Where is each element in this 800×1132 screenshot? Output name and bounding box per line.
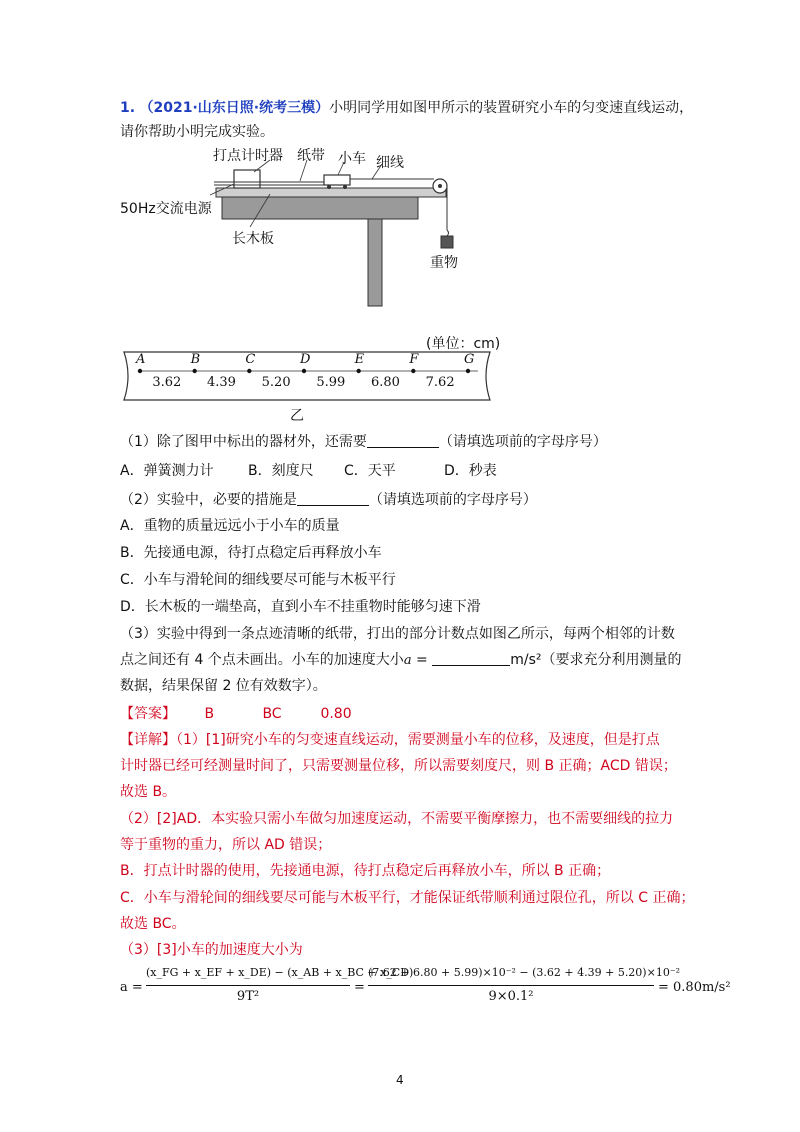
tape-point-dot [466,369,470,373]
formula-den1: 9T² [236,989,260,1004]
part3-unit: m/s² [510,652,542,668]
label-cart: 小车 [338,151,366,167]
part1-options [120,461,497,481]
label-power: 50Hz交流电源 [120,201,212,217]
formula-den2: 9×0.1² [488,989,534,1004]
question-heading [120,98,693,118]
part3-line2 [120,650,681,671]
part2-option-c: C．小车与滑轮间的细线要尽可能与木板平行 [120,572,396,588]
part1-hint: （请填选项前的字母序号） [438,434,607,450]
formula-num1: (x_FG + x_EF + x_DE) − (x_AB + x_BC + x_CD) [146,966,414,979]
part1-text: （1）除了图甲中标出的器材外，还需要 [120,434,367,450]
tape-segment-value: 6.80 [371,375,400,390]
formula-result: = 0.80m/s² [658,980,731,995]
part2-text: （2）实验中，必要的措施是 [120,492,297,508]
part3-line1: （3）实验中得到一条点迹清晰的纸带，打出的部分计数点如图乙所示，每两个相邻的计数 [120,626,675,642]
part2-hint: （请填选项前的字母序号） [368,492,537,508]
tape-unit: (单位：cm) [426,336,501,352]
answer-2: BC [262,706,282,722]
label-board: 长木板 [232,231,274,247]
explanation-line-4: （2）[2]AD．本实验只需小车做匀加速度运动，不需要平衡摩擦力，也不需要细线的拉力 [120,811,674,827]
tape-segment-value: 7.62 [425,375,455,390]
apparatus-figure [110,142,490,332]
label-string: 细线 [376,155,404,171]
table-top [222,197,418,219]
explanation-line-8: 故选 BC。 [120,916,186,932]
explanation-line-1 [120,730,660,750]
explanation-text-0: （1）[1]研究小车的匀变速直线运动，需要测量小车的位移，及速度，但是打点 [176,732,660,748]
part1-option-d: D．秒表 [444,463,497,479]
explanation-label: 【详解】 [120,732,176,748]
tape-point-dot [302,369,306,373]
tape-point-dot [356,369,360,373]
explanation-line-3: 故选 B。 [120,784,177,800]
weight-block [441,236,453,248]
tape-point-dot [411,369,415,373]
answer-line [120,704,352,724]
formula-num2: (7.62 + 6.80 + 5.99)×10⁻² − (3.62 + 4.39 + 5.20)×10⁻² [368,966,681,979]
formula-bar2 [368,985,654,986]
tape-point-dot [247,369,251,373]
tape-point-label: G [464,352,475,367]
explanation-line-9: （3）[3]小车的加速度大小为 [120,942,303,958]
part3-hint: （要求充分利用测量的 [541,652,682,668]
part3-text: 点之间还有 4 个点未画出。小车的加速度大小 [120,652,404,668]
question-number: 1. [120,100,136,116]
formula-lhs: a = [120,980,143,995]
tape-point-dot [192,369,196,373]
tape-point-label: D [300,352,311,367]
label-tape: 纸带 [297,148,325,164]
part1-option-c: C．天平 [344,463,396,479]
label-timer: 打点计时器 [213,148,283,164]
tape-point-label: C [245,352,256,367]
answer-1: B [204,706,215,722]
tape-point-label: E [354,352,365,367]
part1-option-a: A．弹簧测力计 [120,463,214,479]
tape-point-dot [138,369,142,373]
part3-line3: 数据，结果保留 2 位有效数字）。 [120,678,327,694]
long-board [216,188,446,197]
question-stem-line2: 请你帮助小明完成实验。 [120,124,274,140]
part1-option-b: B．刻度尺 [248,463,314,479]
caption-b: 乙 [290,408,304,424]
tape-segment-value: 5.99 [316,375,346,390]
part2-blank[interactable] [297,491,369,506]
part1-question [120,432,607,452]
explanation-line-2: 计时器已经可经测量时间了，只需要测量位移，所以需要刻度尺，则 B 正确；ACD 错误； [120,758,677,774]
answer-label: 【答案】 [120,706,176,722]
answer-3: 0.80 [320,706,352,722]
question-stem: 小明同学用如图甲所示的装置研究小车的匀变速直线运动， [329,100,694,116]
question-source: （2021·山东日照·统考三模） [139,100,330,116]
formula-bar1 [146,985,350,986]
explanation-line-7: C．小车与滑轮间的细线要尽可能与木板平行，才能保证纸带顺利通过限位孔，所以 C 正确； [120,890,695,906]
cart-box [324,175,350,185]
explanation-line-5: 等于重物的重力，所以 AD 错误； [120,837,332,853]
part3-var: a [403,653,412,668]
table-leg [368,219,382,306]
part2-option-a: A．重物的质量远远小于小车的质量 [120,518,340,534]
tape-point-label: A [136,352,146,367]
part3-eq: = [411,652,433,668]
explanation-line-6: B．打点计时器的使用，先接通电源，待打点稳定后再释放小车，所以 B 正确； [120,863,611,879]
part2-option-d: D．长木板的一端垫高，直到小车不挂重物时能够匀速下滑 [120,599,481,615]
formula-eq2: = [354,980,365,995]
tape-point-label: B [190,352,201,367]
part2-question [120,490,537,510]
tape-segment-value: 3.62 [152,375,182,390]
page-number: 4 [396,1073,404,1087]
part3-blank[interactable] [432,651,510,666]
tape-segment-value: 5.20 [261,375,291,390]
label-weight: 重物 [430,255,458,271]
part2-option-b: B．先接通电源，待打点稳定后再释放小车 [120,545,382,561]
tape-segment-value: 4.39 [207,375,236,390]
part1-blank[interactable] [367,433,439,448]
tape-point-label: F [409,352,419,367]
